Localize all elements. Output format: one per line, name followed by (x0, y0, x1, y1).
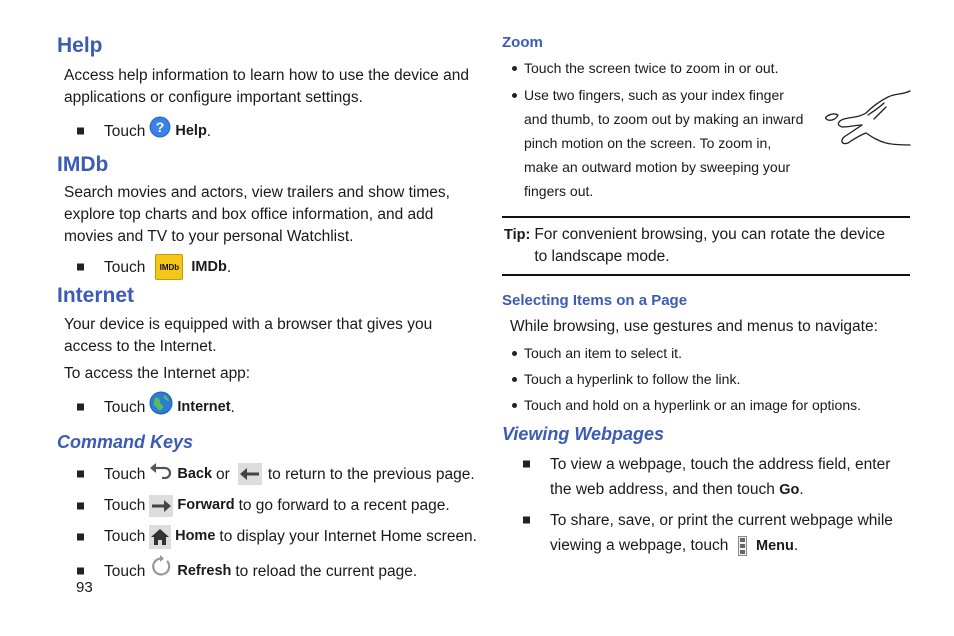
square-bullet (77, 502, 84, 509)
viewing-item-2: To share, save, or print the current webpage while viewing a webpage, touch Menu. (502, 508, 910, 559)
tip-bottom-rule (502, 274, 910, 276)
imdb-touch-item: Touch IMDb IMDb . (57, 254, 477, 280)
help-heading: Help (57, 34, 103, 57)
tip-box (502, 218, 910, 274)
help-icon (149, 116, 171, 146)
viewing-item-1: To view a webpage, touch the address field, enter the web address, and then touch Go. (502, 452, 910, 503)
selecting-items-heading: Selecting Items on a Page (502, 292, 688, 309)
square-bullet (77, 264, 84, 271)
refresh-item: Touch Refresh to reload the current page. (57, 555, 477, 587)
go-label: Go (779, 482, 800, 498)
imdb-heading: IMDb (57, 153, 109, 176)
help-label: Help (175, 122, 207, 139)
globe-icon (149, 391, 173, 423)
command-keys-heading: Command Keys (57, 432, 194, 452)
list-item: Touch a hyperlink to follow the link. (502, 366, 910, 392)
internet-label: Internet (177, 398, 231, 415)
home-item: Touch Home to display your Internet Home screen. (57, 524, 477, 549)
viewing-webpages-heading: Viewing Webpages (502, 424, 665, 444)
internet-touch-item: Touch Internet . (57, 391, 477, 423)
square-bullet (77, 568, 84, 575)
list-item: Touch an item to select it. (502, 340, 910, 366)
back-arrow-icon (238, 463, 262, 485)
help-touch-item: Touch ? Help . (57, 116, 477, 146)
right-column (502, 33, 910, 559)
internet-access-text: To access the Internet app: (64, 365, 251, 382)
home-label: Home (175, 528, 216, 544)
tip-label: Tip: (504, 227, 531, 243)
zoom-heading: Zoom (502, 34, 543, 51)
imdb-description: Search movies and actors, view trailers and show times, explore top charts and box office information, and add movies and TV to your personal Watchlist. (64, 184, 450, 245)
square-bullet (77, 533, 84, 540)
tip-text: For convenient browsing, you can rotate the device to landscape mode. (534, 226, 885, 265)
square-bullet (523, 461, 530, 468)
list-item: Use two fingers, such as your index finger and thumb, to zoom out by making an inward pinch motion on the screen. To zoom in, make an outward motion by sweeping your fingers out. (502, 83, 806, 203)
menu-icon (738, 536, 747, 556)
back-item: Touch Back or to return to the previous page. (57, 461, 477, 487)
help-description: Access help information to learn how to use the device and applications or configure important settings. (64, 67, 469, 106)
forward-item: Touch Forward to go forward to a recent page. (57, 493, 477, 518)
back-label: Back (177, 465, 213, 482)
internet-description: Your device is equipped with a browser that gives you access to the Internet. (64, 316, 433, 355)
imdb-label: IMDb (191, 258, 227, 275)
page-number: 93 (76, 579, 93, 596)
selecting-list (502, 340, 910, 418)
back-curved-arrow-icon (149, 461, 173, 487)
pinch-gesture-illustration (822, 89, 912, 156)
square-bullet (77, 471, 84, 478)
imdb-icon: IMDb (155, 254, 183, 280)
selecting-intro: While browsing, use gestures and menus to navigate: (510, 318, 878, 335)
menu-label: Menu (756, 538, 794, 554)
svg-text:?: ? (156, 119, 165, 135)
refresh-label: Refresh (177, 562, 232, 579)
square-bullet (77, 404, 84, 411)
pinch-hand-icon (822, 89, 912, 151)
home-icon (149, 525, 171, 549)
square-bullet (523, 517, 530, 524)
square-bullet (77, 128, 84, 135)
list-item: Touch and hold on a hyperlink or an image for options. (502, 392, 910, 418)
forward-arrow-icon (149, 495, 173, 517)
left-column (57, 33, 477, 587)
list-item: Touch the screen twice to zoom in or out. (502, 56, 910, 80)
internet-heading: Internet (57, 284, 135, 307)
forward-label: Forward (177, 497, 235, 513)
refresh-icon (149, 555, 173, 587)
